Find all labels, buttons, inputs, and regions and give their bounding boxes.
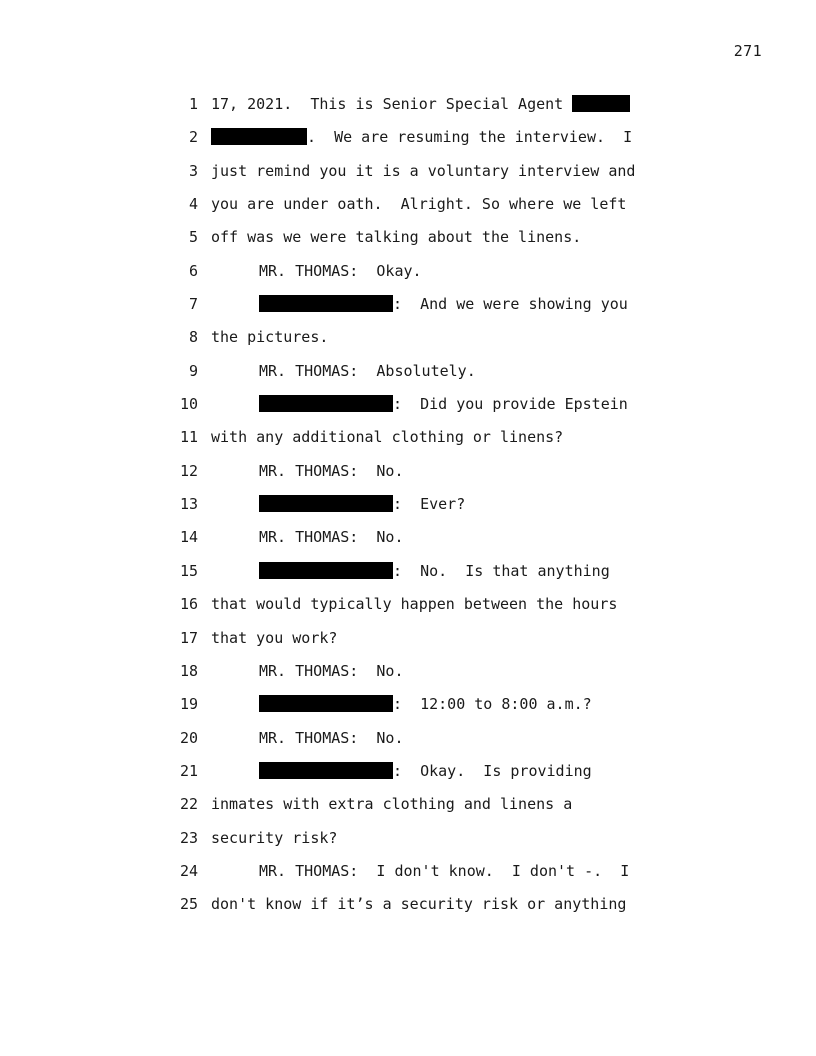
- transcript-line: [0, 828, 816, 861]
- transcript-line: [0, 728, 816, 761]
- line-number: 10: [179, 395, 198, 414]
- line-number: 12: [179, 461, 198, 480]
- transcript-line: [0, 628, 816, 661]
- line-number: 16: [179, 595, 198, 614]
- transcript-line: [0, 761, 816, 794]
- line-number: 15: [179, 561, 198, 580]
- transcript-line: [0, 94, 816, 127]
- line-text-segment: : No. Is that anything: [393, 561, 610, 580]
- line-number: 9: [188, 361, 198, 380]
- line-text: the pictures.: [211, 328, 329, 347]
- line-number: 2: [188, 128, 198, 147]
- speaker-line: [259, 494, 465, 514]
- speaker-line: MR. THOMAS: I don't know. I don't -. I: [259, 861, 630, 880]
- line-text: [211, 127, 632, 147]
- line-text: that would typically happen between the hours: [211, 595, 618, 614]
- transcript-line: [0, 694, 816, 727]
- line-text: [211, 94, 630, 114]
- transcript-body: [0, 94, 816, 928]
- line-text: off was we were talking about the linens.: [211, 228, 582, 247]
- line-number: 14: [179, 528, 198, 547]
- line-number: 6: [188, 261, 198, 280]
- transcript-line: [0, 261, 816, 294]
- line-text: with any additional clothing or linens?: [211, 428, 564, 447]
- speaker-line: [259, 561, 610, 581]
- transcript-line: [0, 894, 816, 927]
- line-number: 24: [179, 861, 198, 880]
- line-number: 7: [188, 295, 198, 314]
- transcript-line: [0, 494, 816, 527]
- speaker-line: MR. THOMAS: No.: [259, 728, 404, 747]
- transcript-line: [0, 527, 816, 560]
- line-text: don't know if it’s a security risk or anything: [211, 895, 627, 914]
- line-number: 20: [179, 728, 198, 747]
- redacted-speaker-block: [259, 762, 393, 779]
- line-number: 23: [179, 828, 198, 847]
- line-number: 17: [179, 628, 198, 647]
- line-number: 3: [188, 161, 198, 180]
- speaker-line: [259, 761, 592, 781]
- line-number: 11: [179, 428, 198, 447]
- line-text-segment: : And we were showing you: [393, 295, 628, 314]
- line-number: 1: [188, 95, 198, 113]
- redacted-speaker-block: [259, 695, 393, 712]
- redacted-speaker-block: [259, 495, 393, 512]
- line-text-segment: . We are resuming the interview. I: [307, 128, 633, 147]
- line-number: 18: [179, 661, 198, 680]
- line-text-segment: : Ever?: [393, 495, 466, 514]
- transcript-line: [0, 561, 816, 594]
- line-number: 13: [179, 495, 198, 514]
- line-text: just remind you it is a voluntary interview and: [211, 161, 636, 180]
- redacted-speaker-block: [259, 295, 393, 312]
- speaker-line: [259, 694, 592, 714]
- transcript-line: [0, 461, 816, 494]
- speaker-line: [259, 294, 628, 314]
- transcript-line: [0, 227, 816, 260]
- transcript-line: [0, 294, 816, 327]
- line-text-segment: : Okay. Is providing: [393, 761, 592, 780]
- line-text: inmates with extra clothing and linens a: [211, 795, 573, 814]
- transcript-line: [0, 861, 816, 894]
- transcript-line: [0, 194, 816, 227]
- line-number: 21: [179, 761, 198, 780]
- speaker-line: MR. THOMAS: Absolutely.: [259, 361, 476, 380]
- speaker-line: MR. THOMAS: No.: [259, 528, 404, 547]
- redaction-block: [572, 95, 630, 112]
- speaker-line: [259, 394, 628, 414]
- transcript-line: [0, 427, 816, 460]
- line-text-segment: 17, 2021. This is Senior Special Agent: [211, 95, 573, 113]
- line-text-segment: : 12:00 to 8:00 a.m.?: [393, 695, 592, 714]
- transcript-line: [0, 161, 816, 194]
- redacted-speaker-block: [259, 395, 393, 412]
- speaker-line: MR. THOMAS: Okay.: [259, 261, 422, 280]
- line-number: 8: [188, 328, 198, 347]
- line-number: 5: [188, 228, 198, 247]
- speaker-line: MR. THOMAS: No.: [259, 461, 404, 480]
- line-number: 25: [179, 895, 198, 914]
- page-number: 271: [733, 42, 762, 60]
- redacted-speaker-block: [259, 562, 393, 579]
- transcript-line: [0, 327, 816, 360]
- line-text: you are under oath. Alright. So where we left: [211, 195, 627, 214]
- line-text: security risk?: [211, 828, 338, 847]
- line-number: 22: [179, 795, 198, 814]
- transcript-line: [0, 127, 816, 160]
- line-text: that you work?: [211, 628, 338, 647]
- line-text-segment: : Did you provide Epstein: [393, 395, 628, 414]
- transcript-line: [0, 594, 816, 627]
- transcript-line: [0, 794, 816, 827]
- redaction-block: [211, 128, 307, 145]
- line-number: 4: [188, 195, 198, 214]
- transcript-line: [0, 661, 816, 694]
- transcript-line: [0, 361, 816, 394]
- transcript-line: [0, 394, 816, 427]
- line-number: 19: [179, 695, 198, 714]
- speaker-line: MR. THOMAS: No.: [259, 661, 404, 680]
